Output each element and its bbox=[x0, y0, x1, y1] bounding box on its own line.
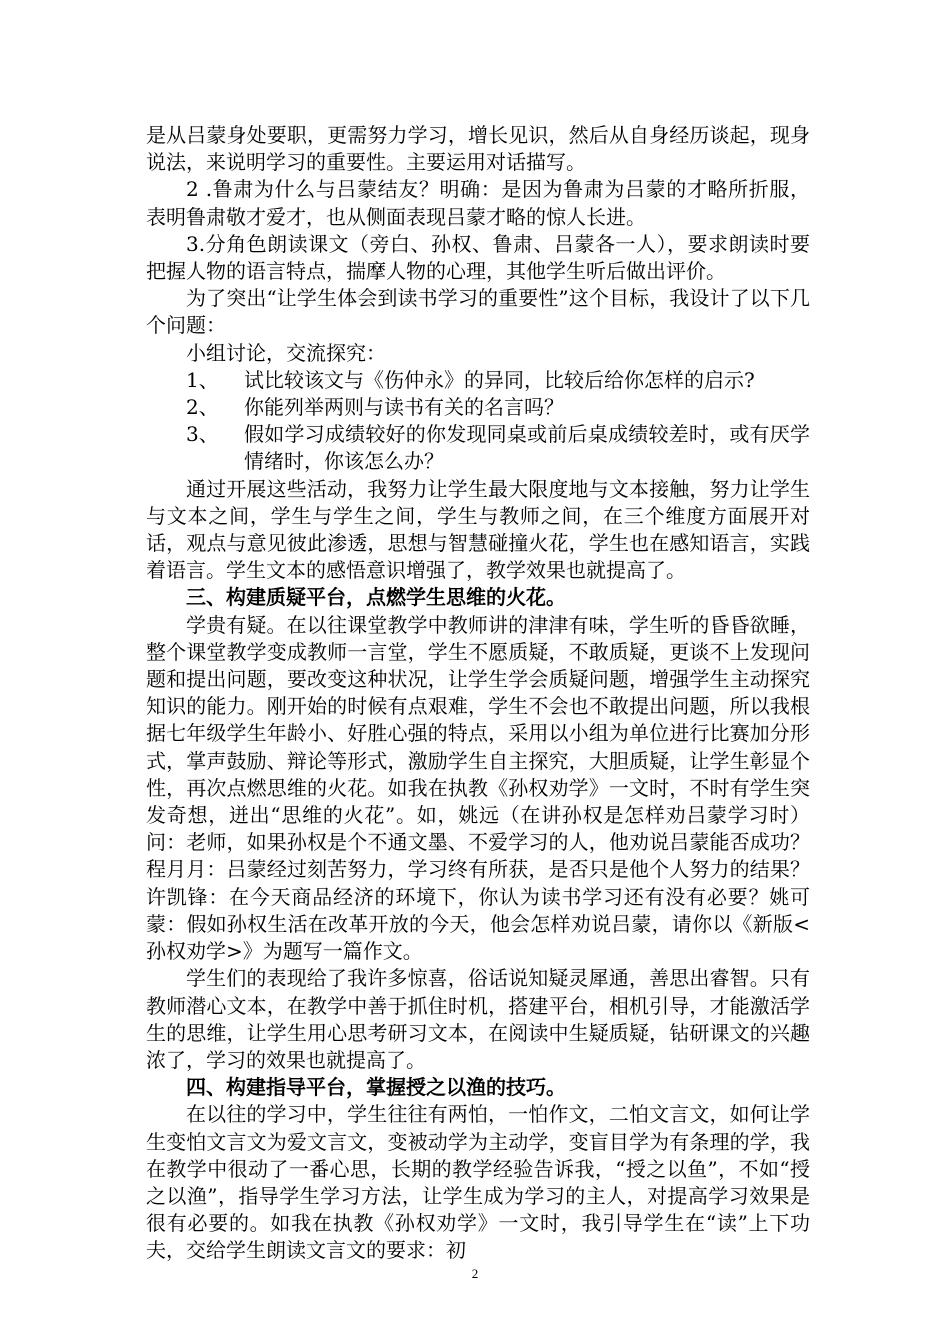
list-item-number: 1、 bbox=[186, 367, 219, 392]
body-paragraph: 小组讨论，交流探究： bbox=[186, 340, 386, 365]
list-item bbox=[146, 367, 810, 394]
body-paragraph: 在以往的学习中，学生往往有两怕，一怕作文，二怕文言文，如何让学生变怕文言文为爱文言文，变被动学为主动学，变盲目学为有条理的学，我在教学中很动了一番心思，长期的教学经验告诉我，“授之以鱼”，不如“授之以渔”，指导学生学习方法，让学生成为学习的主人，对提高学习效果是很有必要的。如我在执教《孙权劝学》一文时，我引导学生在“读”上下功夫，交给学生朗读文言文的要求：初 bbox=[146, 1102, 810, 1263]
body-paragraph: 2 .鲁肃为什么与吕蒙结友？明确：是因为鲁肃为吕蒙的才略所折服，表明鲁肃敬才爱才，也从侧面表现吕蒙才略的惊人长进。 bbox=[146, 177, 810, 229]
list-item bbox=[146, 394, 810, 421]
list-item-number: 3、 bbox=[186, 422, 219, 447]
section-heading: 四、构建指导平台，掌握授之以渔的技巧。 bbox=[186, 1075, 566, 1100]
body-paragraph: 学贵有疑。在以往课堂教学中教师讲的津津有味，学生听的昏昏欲睡，整个课堂教学变成教师一言堂，学生不愿质疑，不敢质疑，更谈不上发现问题和提出问题，要改变这种状况，让学生学会质疑问题，增强学生主动探究知识的能力。刚开始的时候有点艰难，学生不会也不敢提出问题，所以我根据七年级学生年龄小、好胜心强的特点，采用以小组为单位进行比赛加分形式，掌声鼓励、辩论等形式，激励学生自主探究，大胆质疑，让学生彰显个性，再次点燃思维的火花。如我在执教《孙权劝学》一文时，不时有学生突发奇想，迸出“思维的火花”。如，姚远（在讲孙权是怎样劝吕蒙学习时）问：老师，如果孙权是个不通文墨、不爱学习的人，他劝说吕蒙能否成功？程月月：吕蒙经过刻苦努力，学习终有所获，是否只是他个人努力的结果？许凯锋：在今天商品经济的环境下，你认为读书学习还有没有必要？姚可蒙：假如孙权生活在改革开放的今天，他会怎样劝说吕蒙，请你以《新版<孙权劝学>》为题写一篇作文。 bbox=[146, 612, 810, 964]
body-paragraph: 3.分角色朗读课文（旁白、孙权、鲁肃、吕蒙各一人），要求朗读时要把握人物的语言特点，揣摩人物的心理，其他学生听后做出评价。 bbox=[146, 231, 810, 284]
list-item-text: 假如学习成绩较好的你发现同桌或前后桌成绩较差时，或有厌学情绪时，你该怎么办？ bbox=[244, 422, 810, 474]
body-paragraph: 是从吕蒙身处要职，更需努力学习，增长见识，然后从自身经历谈起，现身说法，来说明学习的重要性。主要运用对话描写。 bbox=[146, 123, 810, 175]
body-paragraph: 学生们的表现给了我许多惊喜，俗话说知疑灵犀通，善思出睿智。只有教师潜心文本，在教学中善于抓住时机，搭建平台，相机引导，才能激活学生的思维，让学生用心思考研习文本，在阅读中生疑质疑，钻研课文的兴趣浓了，学习的效果也就提高了。 bbox=[146, 966, 810, 1072]
page-number: 2 bbox=[471, 1266, 479, 1281]
list-item bbox=[146, 421, 810, 475]
list-item-number: 2、 bbox=[186, 395, 219, 420]
body-paragraph: 为了突出“让学生体会到读书学习的重要性”这个目标，我设计了以下几个问题： bbox=[146, 286, 810, 338]
list-item-text: 你能列举两则与读书有关的名言吗？ bbox=[244, 395, 564, 420]
document-page bbox=[146, 122, 810, 1265]
section-heading: 三、构建质疑平台，点燃学生思维的火花。 bbox=[186, 585, 566, 610]
list-item-text: 试比较该文与《伤仲永》的异同，比较后给你怎样的启示? bbox=[244, 367, 755, 392]
body-paragraph: 通过开展这些活动，我努力让学生最大限度地与文本接触，努力让学生与文本之间，学生与学生之间，学生与教师之间，在三个维度方面展开对话，观点与意见彼此渗透，思想与智慧碰撞火花，学生也在感知语言，实践着语言。学生文本的感悟意识增强了，教学效果也就提高了。 bbox=[146, 476, 810, 583]
